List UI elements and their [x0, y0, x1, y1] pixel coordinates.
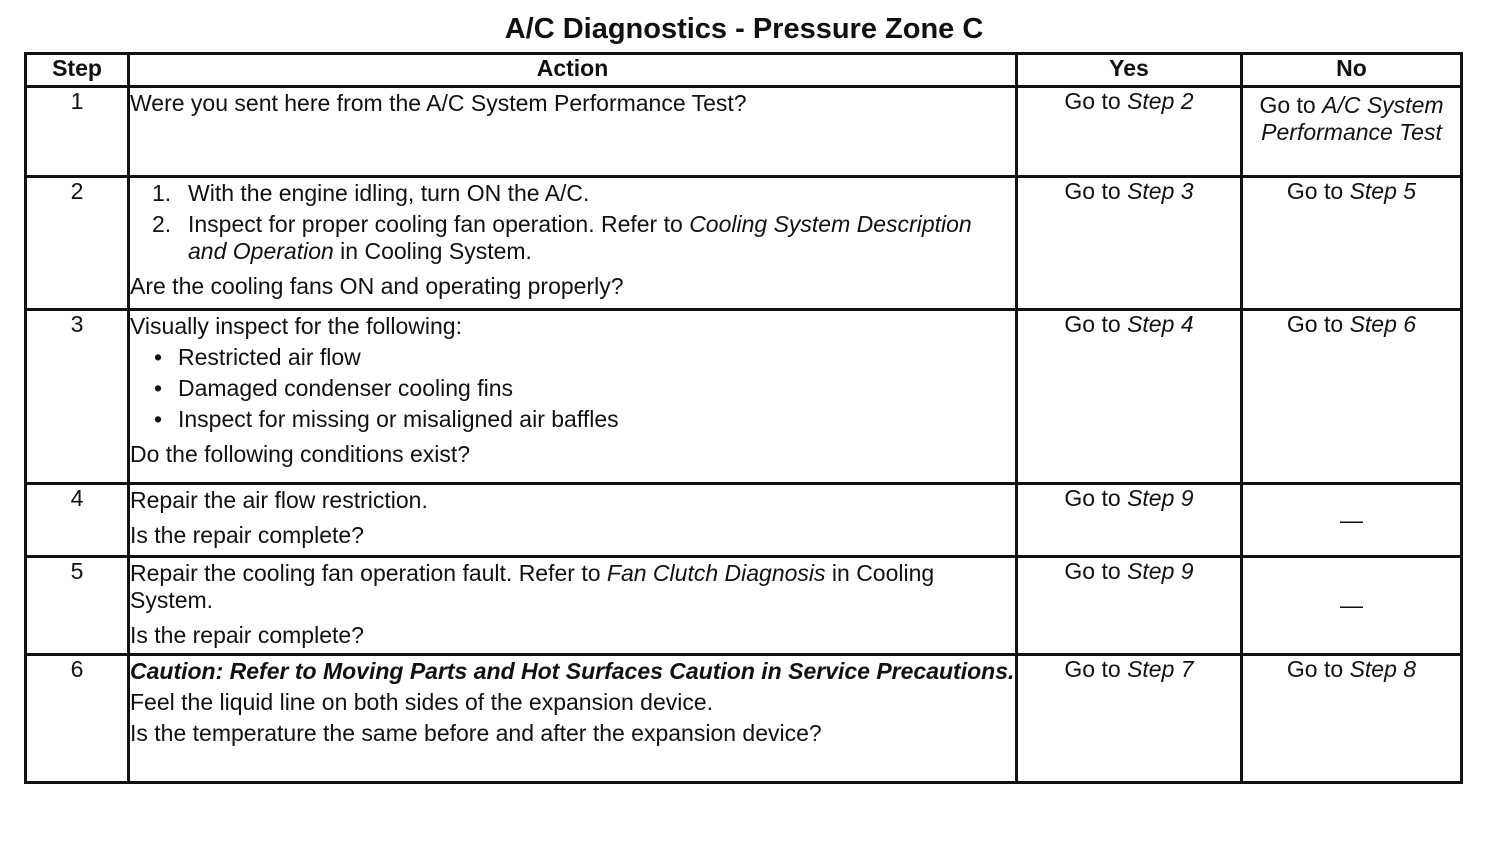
action-text: Repair the air flow restriction. — [130, 487, 428, 513]
no-cell — [1242, 484, 1462, 557]
list-item — [130, 209, 1015, 267]
yes-prefix: Go to — [1064, 558, 1128, 584]
action-text — [130, 558, 1015, 616]
bullet-icon: • — [154, 344, 163, 370]
question-text: Is the repair complete? — [130, 622, 364, 648]
list-number: 2. — [152, 211, 172, 237]
diagnostic-table — [24, 52, 1463, 784]
caution-text: Caution: Refer to Moving Parts and Hot Surfaces Caution in Service Precautions. — [130, 658, 1015, 684]
action-cell — [129, 177, 1017, 310]
yes-prefix: Go to — [1064, 178, 1128, 204]
no-prefix: Go to — [1286, 178, 1350, 204]
list-text: With the engine idling, turn ON the A/C. — [188, 180, 590, 206]
action-text: Feel the liquid line on both sides of the expansion device. — [130, 689, 714, 715]
action-cell — [129, 655, 1017, 783]
yes-prefix: Go to — [1064, 656, 1128, 682]
reference-text: Cooling System Description and Operation — [188, 211, 972, 264]
yes-cell — [1017, 87, 1242, 177]
header-no: No — [1242, 54, 1462, 87]
yes-step-link: Step 9 — [1127, 485, 1194, 511]
no-cell — [1242, 655, 1462, 783]
header-yes: Yes — [1017, 54, 1242, 87]
yes-cell — [1017, 177, 1242, 310]
header-action: Action — [129, 54, 1017, 87]
yes-prefix: Go to — [1064, 485, 1128, 511]
action-cell — [129, 310, 1017, 484]
step-number: 2 — [26, 177, 129, 310]
yes-step-link: Step 4 — [1127, 311, 1194, 337]
no-step-link: Step 8 — [1349, 656, 1417, 682]
bullet-text: Damaged condenser cooling fins — [178, 375, 513, 401]
no-cell — [1242, 557, 1462, 655]
bullet-item — [130, 373, 1015, 404]
yes-cell — [1017, 310, 1242, 484]
table-row — [26, 655, 1462, 783]
no-step-link: Step 6 — [1349, 311, 1417, 337]
yes-prefix: Go to — [1064, 88, 1128, 114]
table-row — [26, 310, 1462, 484]
list-text: Inspect for proper cooling fan operation. Refer to — [188, 211, 690, 237]
yes-cell — [1017, 484, 1242, 557]
yes-step-link: Step 9 — [1127, 558, 1194, 584]
action-cell — [129, 87, 1017, 177]
no-cell — [1242, 87, 1462, 177]
yes-step-link: Step 2 — [1127, 88, 1194, 114]
no-step-link: A/C System Performance Test — [1261, 92, 1444, 145]
step-number: 1 — [26, 87, 129, 177]
header-row — [26, 54, 1462, 87]
yes-cell — [1017, 557, 1242, 655]
action-text-prefix: Repair the cooling fan operation fault. Refer to — [130, 560, 607, 586]
table-row — [26, 87, 1462, 177]
bullet-item — [130, 404, 1015, 435]
no-prefix: Go to — [1286, 656, 1350, 682]
bullet-text: Restricted air flow — [178, 344, 361, 370]
yes-step-link: Step 3 — [1127, 178, 1194, 204]
header-step: Step — [26, 54, 129, 87]
no-cell — [1242, 310, 1462, 484]
action-cell — [129, 557, 1017, 655]
yes-cell — [1017, 655, 1242, 783]
step-number: 3 — [26, 310, 129, 484]
page-title: A/C Diagnostics - Pressure Zone C — [504, 13, 984, 45]
no-value: — — [1340, 592, 1363, 618]
step-number: 5 — [26, 557, 129, 655]
bullet-text: Inspect for missing or misaligned air baffles — [178, 406, 619, 432]
no-cell — [1242, 177, 1462, 310]
bullet-icon: • — [154, 406, 163, 432]
question-text: Is the temperature the same before and after the expansion device? — [130, 720, 822, 746]
action-cell — [129, 484, 1017, 557]
step-number: 4 — [26, 484, 129, 557]
yes-prefix: Go to — [1064, 311, 1128, 337]
intro-text: Visually inspect for the following: — [130, 313, 462, 339]
action-text-suffix: in Cooling System. — [130, 560, 935, 613]
reference-text: Fan Clutch Diagnosis — [606, 560, 826, 586]
question-text: Do the following conditions exist? — [130, 441, 471, 467]
question-text: Are the cooling fans ON and operating properly? — [130, 273, 624, 299]
question-text: Were you sent here from the A/C System Performance Test? — [130, 90, 747, 116]
list-text-suffix: in Cooling System. — [333, 238, 532, 264]
yes-step-link: Step 7 — [1127, 656, 1194, 682]
bullet-icon: • — [154, 375, 163, 401]
no-value: — — [1340, 506, 1363, 533]
table-row — [26, 557, 1462, 655]
list-item — [130, 178, 1015, 209]
no-prefix: Go to — [1286, 311, 1350, 337]
step-number: 6 — [26, 655, 129, 783]
question-text: Is the repair complete? — [130, 522, 364, 548]
list-number: 1. — [152, 180, 172, 206]
no-prefix: Go to — [1259, 92, 1323, 118]
no-step-link: Step 5 — [1349, 178, 1417, 204]
table-row — [26, 177, 1462, 310]
table-row — [26, 484, 1462, 557]
bullet-item — [130, 342, 1015, 373]
